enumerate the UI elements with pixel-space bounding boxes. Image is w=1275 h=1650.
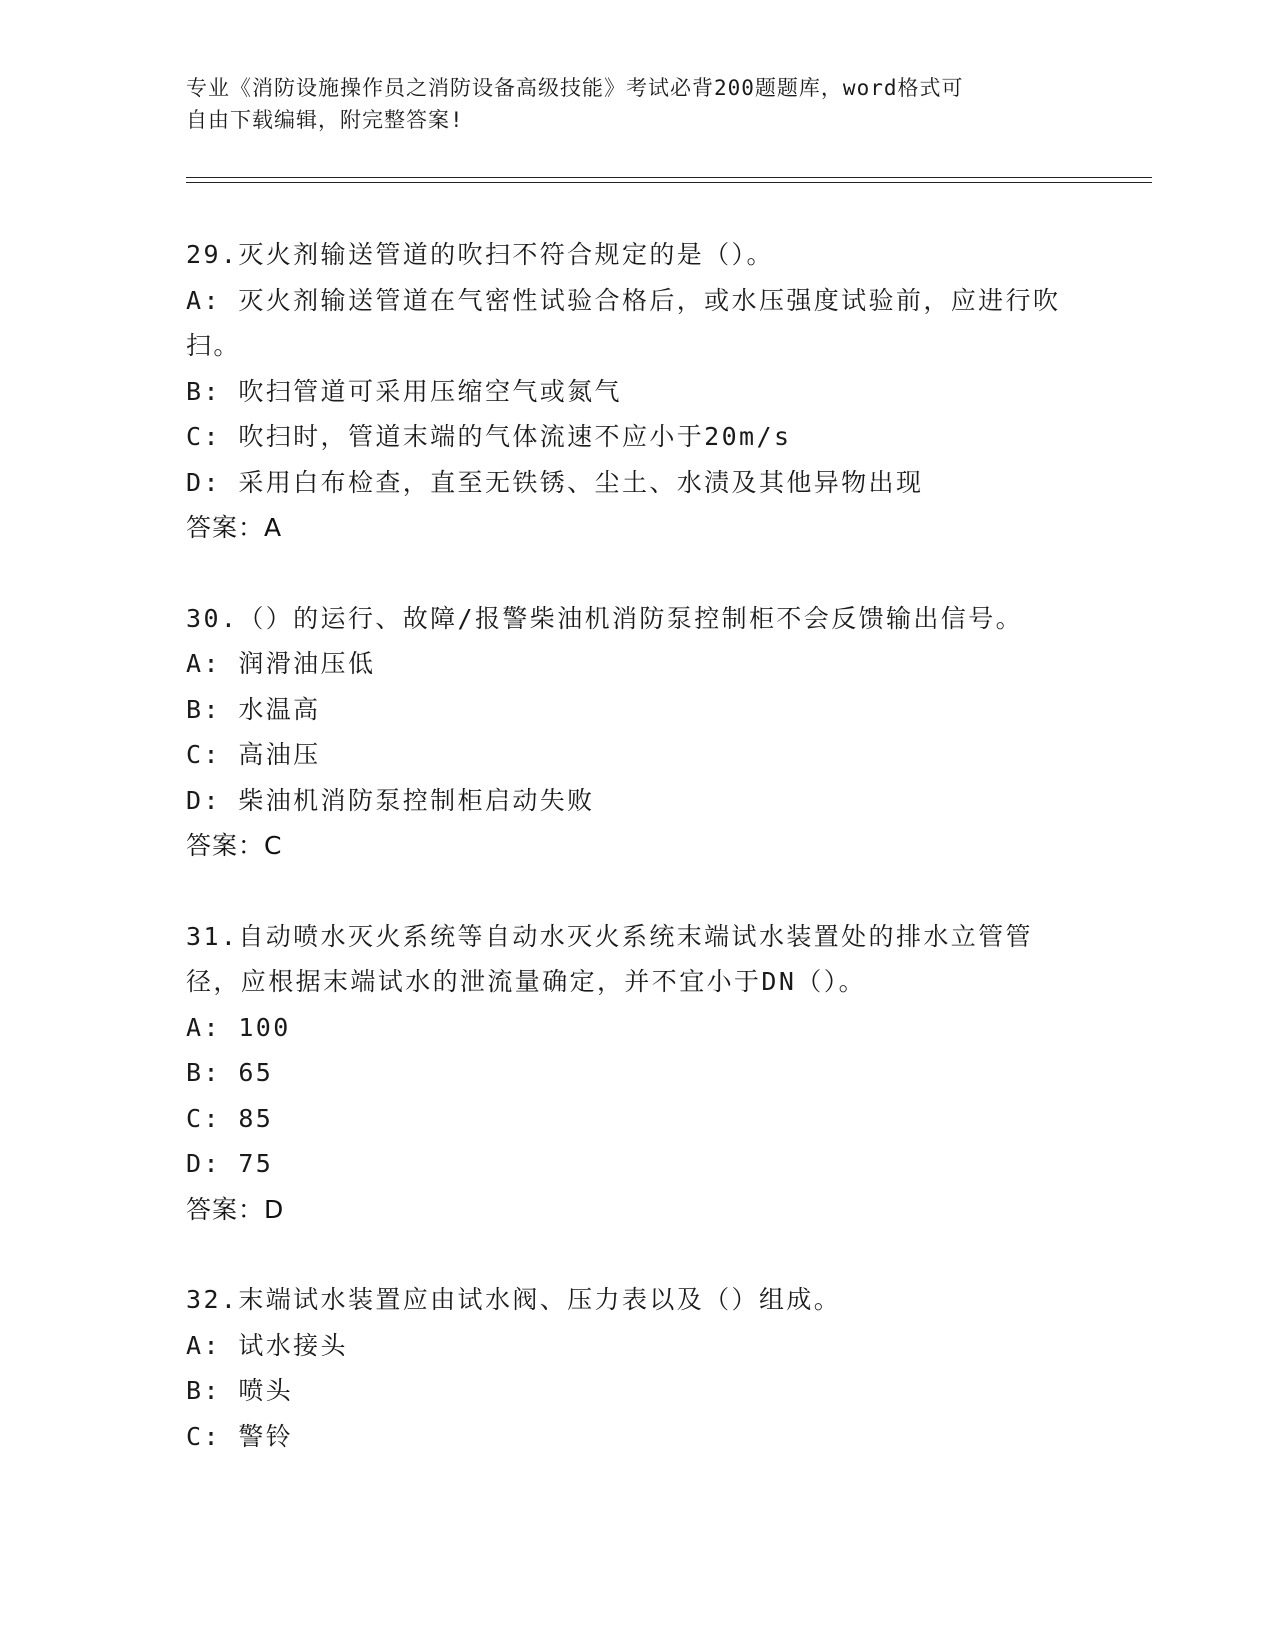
answer-label: 答案：D (186, 1194, 285, 1224)
option-a: A: 100 (186, 1012, 291, 1042)
option-c: C: 吹扫时，管道末端的气体流速不应小于20m/s (186, 422, 792, 451)
option-a: A: 试水接头 (186, 1330, 348, 1360)
answer-label: 答案：C (186, 831, 283, 860)
question-31 (186, 914, 1086, 1233)
question-stem: 30.（）的运行、故障/报警柴油机消防泵控制柜不会反馈输出信号。 (186, 603, 1024, 633)
document-header (186, 72, 1066, 136)
header-divider-top (186, 177, 1152, 178)
header-line-2: 自由下载编辑，附完整答案! (186, 108, 464, 132)
question-stem: 31.自动喷水灭火系统等自动水灭火系统末端试水装置处的排水立管管径，应根据末端试水的泄流量确定，并不宜小于DN（）。 (186, 921, 1033, 996)
question-30 (186, 596, 1086, 869)
question-stem: 32.末端试水装置应由试水阀、压力表以及（）组成。 (186, 1285, 842, 1314)
option-b: B: 65 (186, 1058, 274, 1087)
option-d: D: 柴油机消防泵控制柜启动失败 (186, 785, 595, 815)
option-c: C: 警铃 (186, 1421, 294, 1451)
option-d: D: 采用白布检查，直至无铁锈、尘土、水渍及其他异物出现 (186, 467, 924, 497)
option-d: D: 75 (186, 1149, 274, 1178)
question-list (186, 232, 1086, 1504)
option-b: B: 喷头 (186, 1376, 294, 1405)
header-line-1: 专业《消防设施操作员之消防设备高级技能》考试必背200题题库，word格式可 (186, 76, 964, 100)
question-32 (186, 1277, 1086, 1459)
header-divider-bottom (186, 182, 1152, 183)
option-c: C: 85 (186, 1103, 274, 1133)
option-b: B: 吹扫管道可采用压缩空气或氮气 (186, 376, 622, 406)
answer-label: 答案：A (186, 513, 283, 542)
question-stem: 29.灭火剂输送管道的吹扫不符合规定的是（）。 (186, 240, 774, 269)
option-a: A: 润滑油压低 (186, 649, 376, 678)
option-c: C: 高油压 (186, 740, 321, 769)
option-b: B: 水温高 (186, 694, 321, 724)
question-29 (186, 232, 1086, 551)
option-a: A: 灭火剂输送管道在气密性试验合格后，或水压强度试验前，应进行吹扫。 (186, 285, 1061, 360)
